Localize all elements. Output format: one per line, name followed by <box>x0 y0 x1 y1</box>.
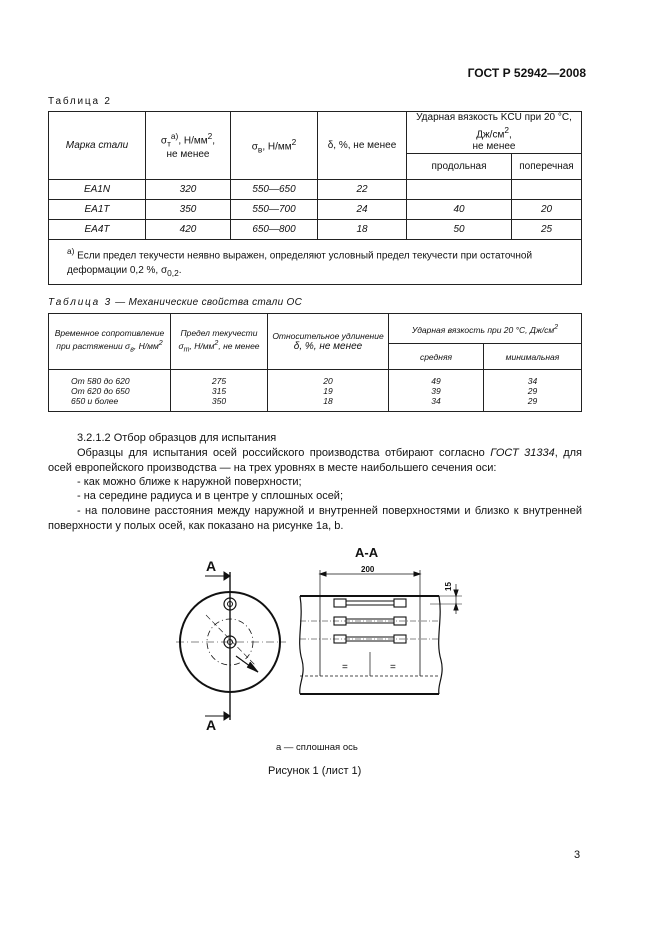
th-longitudinal: продольная <box>407 154 512 180</box>
section-heading: 3.2.1.2 Отбор образцов для испытания <box>77 432 277 444</box>
table2-footnote: $^{а)}$ Если предел текучести неявно выражен, определяют условный предел текучести при остаточной деформации 0,2 %, $\sigma_{0,2}$. <box>49 240 582 284</box>
th-minimum: минимальная <box>484 344 582 370</box>
figure-caption: Рисунок 1 (лист 1) <box>268 765 362 777</box>
th-average: средняя <box>389 344 484 370</box>
th-yield: $\sigma_т^{а)}$, $Н/мм^2$, не менее <box>146 112 231 180</box>
th-grade: Марка стали <box>49 112 146 180</box>
table-row: От 580 до 620 От 620 до 650 650 и более 275 315 350 20 19 18 49 39 34 34 29 29 <box>49 370 582 412</box>
dimension-15: 15 <box>443 582 453 591</box>
document-header: ГОСТ Р 52942—2008 <box>467 66 586 80</box>
th-impact: Ударная вязкость KCU при 20 °С, $Дж/см^2$, не менее <box>407 112 582 154</box>
th-tensile-strength: Временное сопротивление при растяжении $\sigma_в$, $Н/мм^2$ <box>49 314 171 370</box>
paragraph: Образцы для испытания осей российского производства отбирают согласно ГОСТ 31334, для осей европейского производства — на трех уровнях в месте наибольшего сечения оси: <box>48 447 582 474</box>
page-number: 3 <box>574 849 581 861</box>
th-rel-elongation: Относительное удлинение δ, %, не менее <box>268 314 389 370</box>
list-item: - как можно ближе к наружной поверхности; <box>77 476 302 488</box>
figure-subcaption: а — сплошная ось <box>276 742 358 753</box>
th-yield-strength: Предел текучести $\sigma_т$, $Н/мм^2$, не менее <box>171 314 268 370</box>
dimension-200: 200 <box>361 565 375 574</box>
section-title: А-А <box>355 545 379 560</box>
table-row: EA4T 420 650—800 18 50 25 <box>49 220 582 240</box>
dimension-equal-left: = <box>342 662 348 673</box>
th-transverse: поперечная <box>512 154 582 180</box>
table-row: EA1N 320 550—650 22 <box>49 180 582 200</box>
list-item: - на половине расстояния между наружной и внутренней поверхностями и близко к внутренней поверхности у полых осей, как показано на рисунке 1а, b. <box>48 505 582 532</box>
th-impact-strength: Ударная вязкость при 20 °С, $Дж/см^2$ <box>389 314 582 344</box>
table2-caption: Таблица 2 <box>48 96 112 107</box>
th-tensile: $\sigma_в$, $Н/мм^2$ <box>231 112 318 180</box>
section-mark-bottom: А <box>206 717 217 733</box>
section-mark-top: А <box>206 558 217 574</box>
list-item: - на середине радиуса и в центре у сплошных осей; <box>77 490 344 502</box>
table3-caption: Таблица 3 — Механические свойства стали ОС <box>48 297 303 308</box>
th-elongation: δ, %, не менее <box>318 112 407 180</box>
table-row: EA1T 350 550—700 24 40 20 <box>49 200 582 220</box>
dimension-equal-right: = <box>390 662 396 673</box>
axle-cross-section <box>176 572 286 720</box>
axle-longitudinal-section <box>300 570 462 694</box>
